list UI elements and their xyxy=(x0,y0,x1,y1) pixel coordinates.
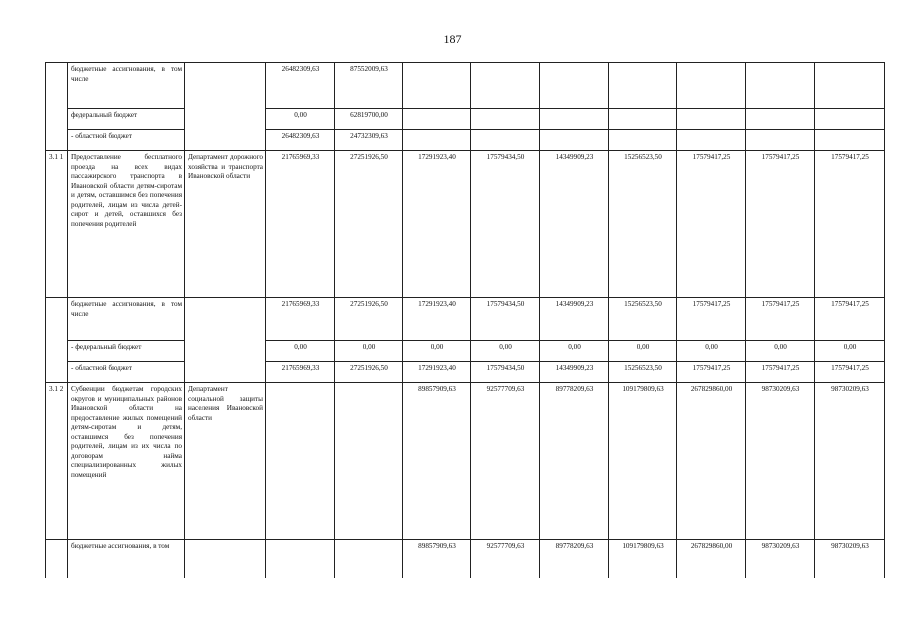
value-cell: 109179809,63 xyxy=(609,383,677,540)
value-cell: 267829860,00 xyxy=(677,540,746,579)
value-cell: 17291923,40 xyxy=(403,151,471,298)
row-name-cell: - федеральный бюджет xyxy=(68,341,185,362)
value-cell: 17291923,40 xyxy=(403,298,471,341)
value-cell xyxy=(540,109,609,130)
value-cell: 27251926,50 xyxy=(335,151,403,298)
value-cell: 17579417,25 xyxy=(677,298,746,341)
row-name-cell: федеральный бюджет xyxy=(68,109,185,130)
index-cell xyxy=(46,540,68,579)
value-cell xyxy=(540,130,609,151)
value-cell: 27251926,50 xyxy=(335,362,403,383)
value-cell xyxy=(609,63,677,109)
budget-table-container xyxy=(45,62,885,578)
value-cell: 17579417,25 xyxy=(746,362,815,383)
value-cell: 0,00 xyxy=(746,341,815,362)
executor-cell: Департамент социальной защиты населения Ивановской области xyxy=(185,383,266,540)
executor-cell xyxy=(185,63,266,151)
value-cell: 0,00 xyxy=(335,341,403,362)
table-row xyxy=(46,109,885,130)
value-cell: 27251926,50 xyxy=(335,298,403,341)
value-cell xyxy=(540,63,609,109)
table-row xyxy=(46,540,885,579)
value-cell: 92577709,63 xyxy=(471,540,540,579)
value-cell: 17579417,25 xyxy=(677,151,746,298)
table-row xyxy=(46,151,885,298)
value-cell xyxy=(471,63,540,109)
index-cell: 3.1 2 xyxy=(46,383,68,540)
value-cell: 17579417,25 xyxy=(815,298,885,341)
value-cell xyxy=(609,109,677,130)
executor-cell xyxy=(185,298,266,383)
value-cell: 0,00 xyxy=(677,341,746,362)
value-cell: 17579417,25 xyxy=(815,362,885,383)
value-cell: 0,00 xyxy=(815,341,885,362)
value-cell: 0,00 xyxy=(609,341,677,362)
value-cell: 17579417,25 xyxy=(746,151,815,298)
value-cell: 26482309,63 xyxy=(266,63,335,109)
row-name-cell: - областной бюджет xyxy=(68,362,185,383)
value-cell xyxy=(335,383,403,540)
value-cell: 14349909,23 xyxy=(540,151,609,298)
row-name-cell: бюджетные ассигнования, в том числе xyxy=(68,298,185,341)
value-cell xyxy=(746,63,815,109)
table-row xyxy=(46,298,885,341)
value-cell xyxy=(335,540,403,579)
value-cell: 0,00 xyxy=(266,109,335,130)
index-cell xyxy=(46,298,68,383)
value-cell: 15256523,50 xyxy=(609,298,677,341)
value-cell xyxy=(815,130,885,151)
value-cell: 0,00 xyxy=(403,341,471,362)
index-cell: 3.1 1 xyxy=(46,151,68,298)
value-cell: 24732309,63 xyxy=(335,130,403,151)
value-cell: 17579417,25 xyxy=(677,362,746,383)
value-cell: 89857909,63 xyxy=(403,540,471,579)
executor-cell xyxy=(185,540,266,579)
value-cell xyxy=(266,540,335,579)
value-cell: 17579417,25 xyxy=(746,298,815,341)
row-name-cell: - областной бюджет xyxy=(68,130,185,151)
budget-table xyxy=(45,62,885,578)
value-cell xyxy=(471,109,540,130)
value-cell: 87552009,63 xyxy=(335,63,403,109)
value-cell: 26482309,63 xyxy=(266,130,335,151)
value-cell xyxy=(677,109,746,130)
value-cell: 21765969,33 xyxy=(266,151,335,298)
table-row xyxy=(46,341,885,362)
table-row xyxy=(46,63,885,109)
value-cell: 89857909,63 xyxy=(403,383,471,540)
value-cell xyxy=(746,109,815,130)
value-cell: 17579434,50 xyxy=(471,298,540,341)
value-cell: 62819700,00 xyxy=(335,109,403,130)
value-cell: 21765969,33 xyxy=(266,362,335,383)
row-name-cell: Субвенции бюджетам городских округов и муниципальных районов Ивановской области на предоставление жилых помещений детям-сиротам и детям, оставшимся без попечения родителей, лицам из их числа по договорам найма специализированных жилых помещений xyxy=(68,383,185,540)
value-cell: 89778209,63 xyxy=(540,383,609,540)
value-cell xyxy=(677,63,746,109)
value-cell: 89778209,63 xyxy=(540,540,609,579)
value-cell: 17579417,25 xyxy=(815,151,885,298)
table-row xyxy=(46,383,885,540)
page-number: 187 xyxy=(443,32,462,46)
value-cell xyxy=(677,130,746,151)
value-cell xyxy=(266,383,335,540)
value-cell xyxy=(609,130,677,151)
row-name-cell: бюджетные ассигнования, в том xyxy=(68,540,185,579)
value-cell: 98730209,63 xyxy=(815,383,885,540)
value-cell: 15256523,50 xyxy=(609,151,677,298)
row-name-cell: Предоставление бесплатного проезда на всех видах пассажирского транспорта в Ивановской области детям-сиротам и детям, оставшимся без попечения родителей, лицам из числа детей-сирот и детей, оставшихся без попечения родителей xyxy=(68,151,185,298)
value-cell: 14349909,23 xyxy=(540,298,609,341)
value-cell: 92577709,63 xyxy=(471,383,540,540)
value-cell: 21765969,33 xyxy=(266,298,335,341)
value-cell xyxy=(746,130,815,151)
value-cell xyxy=(403,63,471,109)
value-cell: 17579434,50 xyxy=(471,151,540,298)
executor-cell: Департамент дорожного хозяйства и транспорта Ивановской области xyxy=(185,151,266,298)
value-cell: 0,00 xyxy=(540,341,609,362)
value-cell: 109179809,63 xyxy=(609,540,677,579)
table-row xyxy=(46,130,885,151)
index-cell xyxy=(46,63,68,151)
table-row xyxy=(46,362,885,383)
value-cell xyxy=(815,109,885,130)
value-cell: 15256523,50 xyxy=(609,362,677,383)
value-cell: 267829860,00 xyxy=(677,383,746,540)
value-cell xyxy=(403,130,471,151)
value-cell xyxy=(403,109,471,130)
value-cell: 0,00 xyxy=(266,341,335,362)
value-cell xyxy=(471,130,540,151)
value-cell: 0,00 xyxy=(471,341,540,362)
value-cell xyxy=(815,63,885,109)
row-name-cell: бюджетные ассигнования, в том числе xyxy=(68,63,185,109)
value-cell: 17291923,40 xyxy=(403,362,471,383)
value-cell: 17579434,50 xyxy=(471,362,540,383)
value-cell: 98730209,63 xyxy=(746,383,815,540)
value-cell: 98730209,63 xyxy=(815,540,885,579)
value-cell: 14349909,23 xyxy=(540,362,609,383)
value-cell: 98730209,63 xyxy=(746,540,815,579)
